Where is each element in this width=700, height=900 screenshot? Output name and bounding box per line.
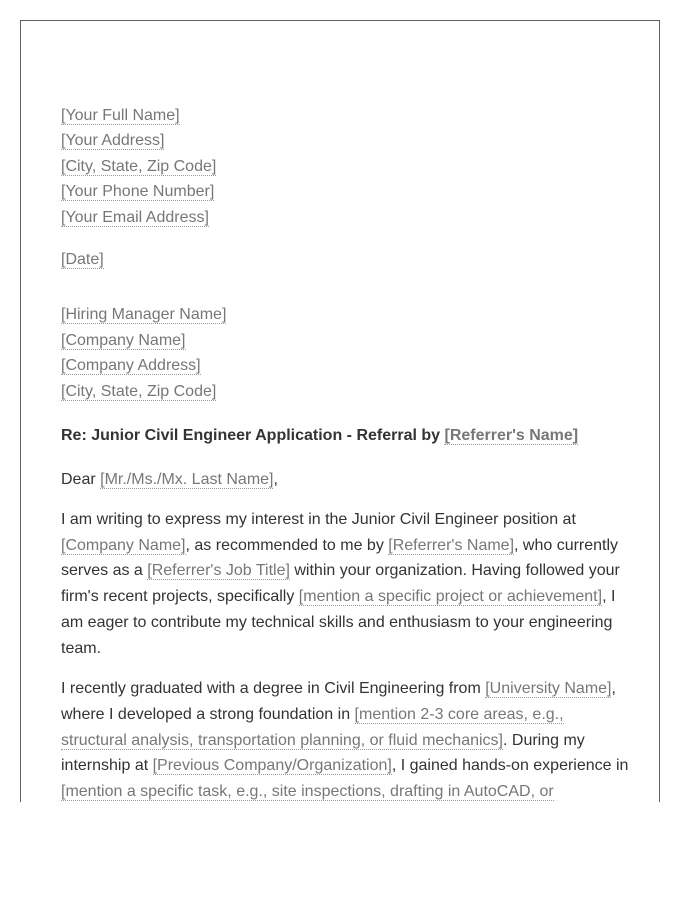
placeholder-sender-name: [Your Full Name] bbox=[61, 107, 180, 124]
recipient-block bbox=[61, 302, 631, 404]
paragraph-text: , I gained hands-on experience in bbox=[391, 757, 629, 775]
paragraph-introduction bbox=[61, 507, 631, 661]
placeholder-previous-company: [Previous Company/Organization] bbox=[152, 757, 392, 775]
placeholder-core-areas: [mention 2-3 core areas, e.g., structural analysis, transportation planning, or fluid mechanics] bbox=[61, 705, 564, 749]
placeholder-referrer-job-title: [Referrer's Job Title] bbox=[147, 562, 290, 580]
sender-phone bbox=[61, 179, 631, 204]
placeholder-project: [mention a specific project or achievement] bbox=[298, 588, 603, 606]
placeholder-date: [Date] bbox=[61, 251, 104, 269]
placeholder-specific-task: [mention a specific task, e.g., site inspections, drafting in AutoCAD, or bbox=[61, 783, 554, 801]
subject-text: Re: Junior Civil Engineer Application - Referral by bbox=[61, 427, 445, 445]
placeholder-company-name: [Company Name] bbox=[61, 536, 186, 554]
recipient-address bbox=[61, 353, 631, 378]
paragraph-text: , I am eager to contribute my technical skills and enthusiasm to your engineering team. bbox=[61, 588, 616, 657]
sender-email bbox=[61, 205, 631, 230]
sender-address bbox=[61, 128, 631, 153]
paragraph-text: I recently graduated with a degree in Civil Engineering from bbox=[61, 680, 486, 698]
recipient-city bbox=[61, 379, 631, 404]
salutation bbox=[61, 468, 631, 492]
placeholder-company-name: [Company Name] bbox=[61, 331, 186, 349]
paragraph-text: , who currently serves as a bbox=[61, 536, 619, 580]
letter-body bbox=[61, 103, 631, 802]
placeholder-company-address: [Company Address] bbox=[61, 357, 201, 375]
paragraph-text: . During my internship at bbox=[61, 731, 585, 775]
paragraph-text: , where I developed a strong foundation in bbox=[61, 680, 616, 723]
paragraph-text: , as recommended to me by bbox=[185, 536, 389, 554]
paragraph-education bbox=[61, 676, 631, 802]
placeholder-sender-email: [Your Email Address] bbox=[61, 208, 209, 226]
sender-city bbox=[61, 154, 631, 179]
placeholder-recipient-name: [Mr./Ms./Mx. Last Name] bbox=[100, 471, 274, 489]
placeholder-sender-phone: [Your Phone Number] bbox=[61, 183, 215, 201]
sender-block bbox=[61, 103, 631, 230]
salutation-text: Dear bbox=[61, 471, 101, 489]
placeholder-hiring-manager: [Hiring Manager Name] bbox=[61, 306, 227, 324]
salutation-comma: , bbox=[273, 471, 278, 489]
date-line bbox=[61, 247, 631, 272]
paragraph-text: I am writing to express my interest in the Junior Civil Engineer position at bbox=[61, 511, 576, 529]
placeholder-recipient-city: [City, State, Zip Code] bbox=[61, 382, 217, 400]
paragraph-text: within your organization. Having followed your firm's recent projects, specifically bbox=[61, 562, 620, 606]
sender-name bbox=[61, 103, 631, 128]
placeholder-referrer-name: [Referrer's Name] bbox=[388, 536, 515, 554]
placeholder-sender-city: [City, State, Zip Code] bbox=[61, 157, 217, 175]
recipient-company bbox=[61, 328, 631, 353]
placeholder-university: [University Name] bbox=[485, 680, 612, 698]
letter-page bbox=[20, 20, 660, 802]
placeholder-referrer-name: [Referrer's Name] bbox=[444, 427, 579, 445]
placeholder-sender-address: [Your Address] bbox=[61, 132, 165, 150]
subject-line bbox=[61, 424, 631, 448]
recipient-manager bbox=[61, 302, 631, 327]
